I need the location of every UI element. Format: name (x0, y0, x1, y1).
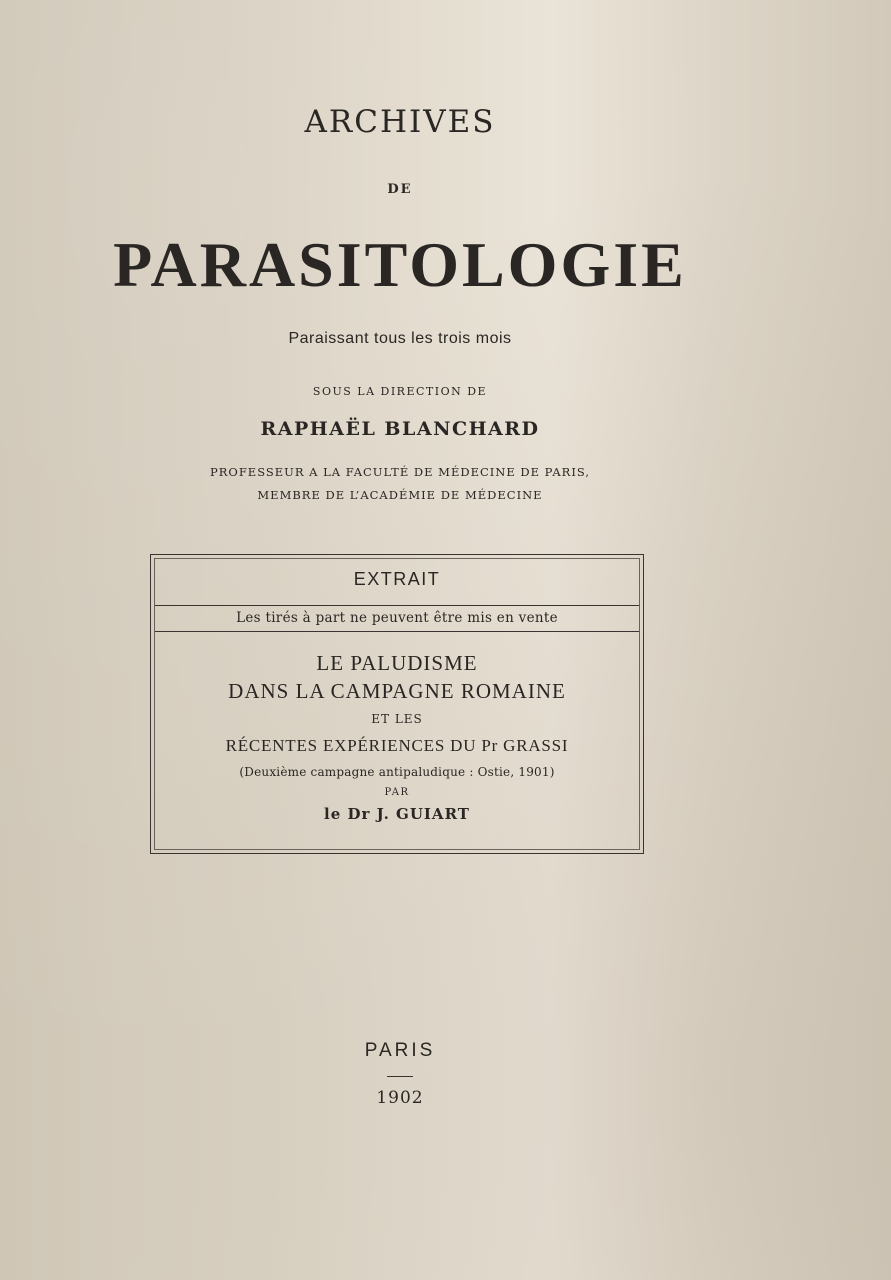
director-title-1: PROFESSEUR A LA FACULTÉ DE MÉDECINE DE PARIS, (210, 465, 590, 479)
extract-divider-bottom (155, 631, 639, 632)
article-title-line-3: ET LES (371, 712, 423, 726)
imprint-city: PARIS (364, 1040, 436, 1061)
journal-title: PARASITOLOGIE (113, 229, 687, 300)
imprint-year: 1902 (376, 1088, 424, 1108)
direction-label: SOUS LA DIRECTION DE (312, 385, 488, 398)
periodicity-text: Paraissant tous les trois mois (288, 330, 512, 347)
extract-box-inner-border (154, 558, 640, 850)
author-name: le Dr J. GUIART (324, 805, 470, 823)
imprint-rule (387, 1076, 413, 1077)
article-title-line-1: LE PALUDISME (316, 651, 478, 675)
article-title-line-2: DANS LA CAMPAGNE ROMAINE (228, 679, 566, 703)
extract-box (150, 554, 644, 854)
director-name: RAPHAËL BLANCHARD (260, 418, 540, 440)
director-title-2: MEMBRE DE L’ACADÉMIE DE MÉDECINE (257, 488, 543, 502)
series-title: ARCHIVES (304, 104, 496, 140)
by-label: PAR (384, 787, 410, 798)
series-connector: DE (387, 182, 413, 197)
article-subtitle: (Deuxième campagne antipaludique : Ostie, 1901) (239, 765, 555, 779)
extract-label: EXTRAIT (353, 569, 441, 589)
extract-divider-top (155, 605, 639, 606)
sale-notice: Les tirés à part ne peuvent être mis en vente (236, 610, 558, 626)
article-title-line-4: RÉCENTES EXPÉRIENCES DU Pr GRASSI (225, 736, 569, 755)
